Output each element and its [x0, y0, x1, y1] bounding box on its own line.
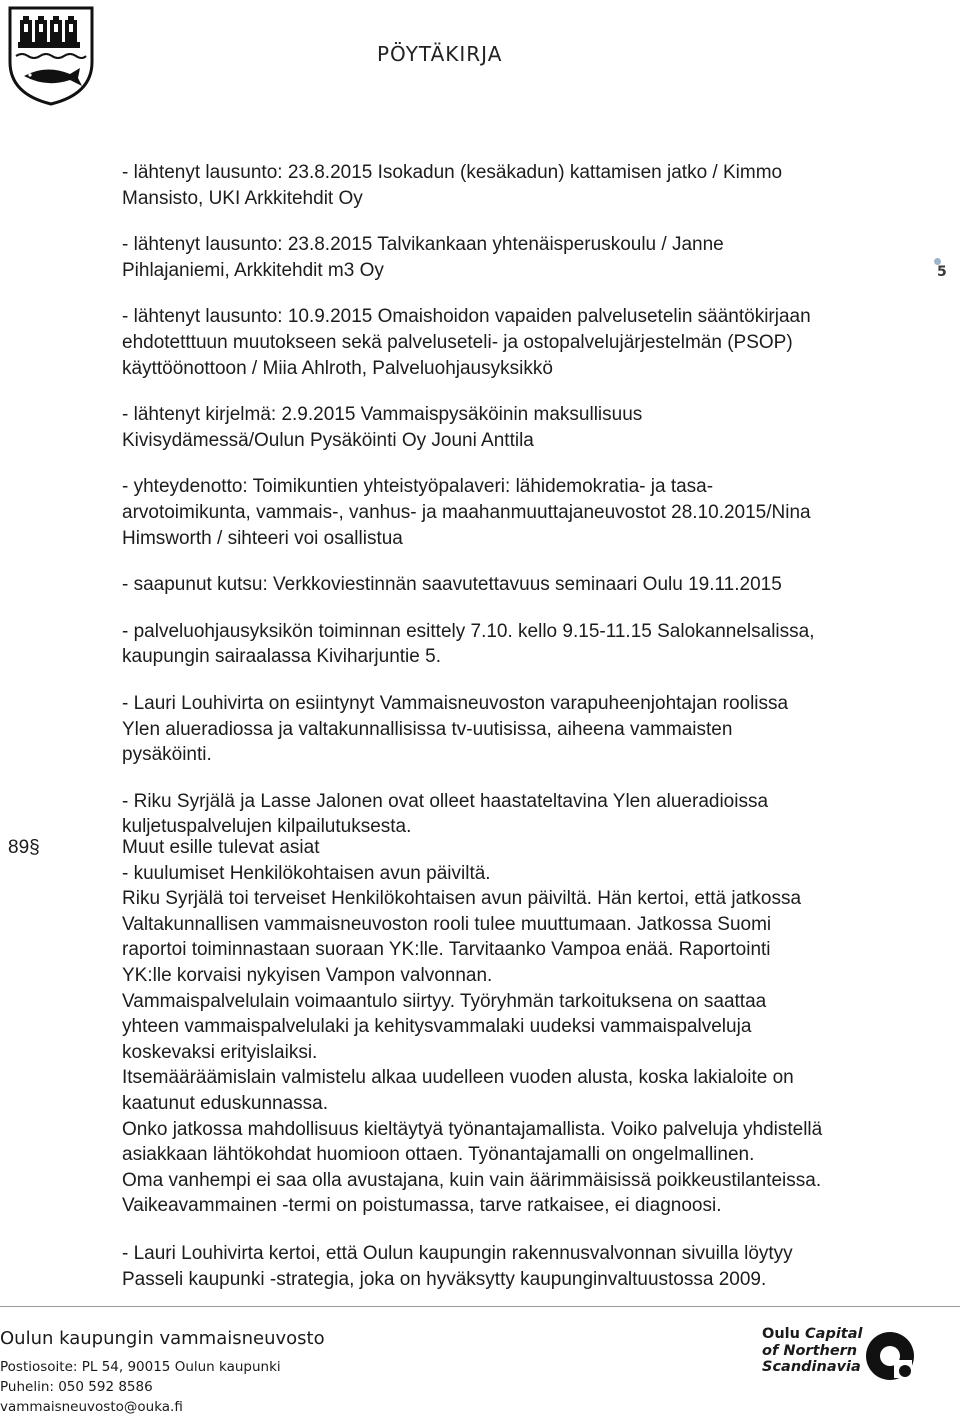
- list-item: [122, 232, 922, 283]
- list-item-line: - yhteydenotto: Toimikuntien yhteistyöpalaveri: lähidemokratia- ja tasa-: [122, 476, 714, 498]
- section-line: yhteen vammaispalvelulaki ja kehitysvammalaki uudeksi vammaispalveluja: [122, 1016, 752, 1038]
- list-item-line: Ylen alueradiossa ja valtakunnallisissa tv-uutisissa, aiheena vammaisten: [122, 718, 733, 740]
- footer-address: Postiosoite: PL 54, 90015 Oulun kaupunki: [0, 1359, 281, 1375]
- list-item-line: arvotoimikunta, vammais-, vanhus- ja maahanmuuttajaneuvostot 28.10.2015/Nina: [122, 501, 811, 523]
- list-item-line: pysäköinti.: [122, 744, 212, 766]
- list-item-line: - lähtenyt lausunto: 23.8.2015 Talvikankaan yhtenäisperuskoulu / Janne: [122, 234, 724, 256]
- list-item-line: Mansisto, UKI Arkkitehdit Oy: [122, 187, 363, 209]
- section-line: Oma vanhempi ei saa olla avustajana, kuin vain äärimmäisissä poikkeustilanteissa.: [122, 1169, 822, 1191]
- brand-northern: of Northern: [762, 1342, 858, 1359]
- section-line: asiakkaan lähtökohdat huomioon ottaen. Työnantajamalli on ongelmallinen.: [122, 1144, 755, 1166]
- list-item-line: käyttöönottoon / Miia Ahlroth, Palveluohjausyksikkö: [122, 357, 553, 379]
- section-line: koskevaksi erityislaiksi.: [122, 1041, 318, 1063]
- list-item: [122, 160, 922, 211]
- brand-text: [762, 1326, 862, 1376]
- list-item: [122, 402, 922, 453]
- list-item: [122, 304, 922, 381]
- brand-capital: Capital: [805, 1326, 863, 1342]
- list-item-line: - lähtenyt lausunto: 10.9.2015 Omaishoidon vapaiden palvelusetelin sääntökirjaan: [122, 306, 811, 328]
- section-line: Itsemääräämislain valmistelu alkaa uudelleen vuoden alusta, koska lakialoite on: [122, 1067, 794, 1089]
- list-item: [122, 691, 922, 768]
- brand-oulu: Oulu: [762, 1326, 800, 1342]
- list-item-line: - Lauri Louhivirta on esiintynyt Vammaisneuvoston varapuheenjohtajan roolissa: [122, 692, 789, 714]
- list-item-line: kuljetuspalvelujen kilpailutuksesta.: [122, 816, 412, 838]
- footer-org-name: Oulun kaupungin vammaisneuvosto: [0, 1328, 325, 1349]
- section-line: Riku Syrjälä toi terveiset Henkilökohtaisen avun päiviltä. Hän kertoi, että jatkossa: [122, 888, 802, 910]
- list-item: [122, 572, 922, 598]
- list-item: [122, 474, 922, 551]
- list-item-line: - palveluohjausyksikön toiminnan esittely 7.10. kello 9.15-11.15 Salokannelsalissa,: [122, 620, 815, 642]
- section-line: kaatunut eduskunnassa.: [122, 1092, 328, 1114]
- correspondence-list: [122, 160, 922, 861]
- list-item-line: - lähtenyt kirjelmä: 2.9.2015 Vammaispysäköinin maksullisuus: [122, 404, 643, 426]
- list-item-line: Pihlajaniemi, Arkkitehdit m3 Oy: [122, 259, 384, 281]
- section-line: Passeli kaupunki -strategia, joka on hyväksytty kaupunginvaltuustossa 2009.: [122, 1268, 767, 1290]
- list-item-line: - saapunut kutsu: Verkkoviestinnän saavutettavuus seminaari Oulu 19.11.2015: [122, 574, 782, 596]
- list-item-line: - lähtenyt lausunto: 23.8.2015 Isokadun (kesäkadun) kattamisen jatko / Kimmo: [122, 162, 783, 183]
- section-line: Vammaispalvelulain voimaantulo siirtyy. Työryhmän tarkoituksena on saattaa: [122, 990, 767, 1012]
- section-line: - kuulumiset Henkilökohtaisen avun päiviltä.: [122, 862, 491, 884]
- section-number: 89§: [8, 837, 40, 858]
- list-item-line: Himsworth / sihteeri voi osallistua: [122, 527, 403, 549]
- list-item-line: kaupungin sairaalassa Kiviharjuntie 5.: [122, 646, 441, 668]
- list-item: [122, 619, 922, 670]
- footer-email[interactable]: vammaisneuvosto@ouka.fi: [0, 1399, 183, 1415]
- list-item: [122, 789, 922, 840]
- section-line: raportoi toiminnastaan suoraan YK:lle. Tarvitaanko Vampoa enää. Raportointi: [122, 939, 771, 961]
- footer-contact: [0, 1328, 325, 1417]
- page-number: 5: [937, 264, 947, 280]
- section-title: Muut esille tulevat asiat: [122, 837, 320, 858]
- section-body: [122, 835, 932, 1292]
- section-line: - Lauri Louhivirta kertoi, että Oulun kaupungin rakennusvalvonnan sivuilla löytyy: [122, 1242, 793, 1264]
- section-line: YK:lle korvaisi nykyisen Vampon valvonnan.: [122, 964, 493, 986]
- oulu-coat-of-arms-icon: [6, 4, 96, 108]
- footer-phone: Puhelin: 050 592 8586: [0, 1379, 153, 1395]
- list-item-line: - Riku Syrjälä ja Lasse Jalonen ovat olleet haastateltavina Ylen alueradioissa: [122, 790, 769, 812]
- section-line: Valtakunnallisen vammaisneuvoston rooli tulee muuttumaan. Jatkossa Suomi: [122, 913, 772, 935]
- list-item-line: Kivisydämessä/Oulun Pysäköinti Oy Jouni Anttila: [122, 429, 534, 451]
- list-item-line: ehdotetttuun muutokseen sekä palveluseteli- ja ostopalvelujärjestelmän (PSOP): [122, 331, 793, 353]
- document-type-label: PÖYTÄKIRJA: [377, 42, 503, 66]
- section-line: Vaikeavammainen -termi on poistumassa, tarve ratkaisee, ei diagnoosi.: [122, 1195, 722, 1217]
- section-line: Onko jatkossa mahdollisuus kieltäytyä työnantajamallista. Voiko palveluja yhdistellä: [122, 1118, 823, 1140]
- footer-divider: [0, 1306, 960, 1307]
- oulu-brand-mark-icon: [864, 1330, 916, 1382]
- paragraph-spacer: [122, 1219, 932, 1241]
- oulu-brand-logo: [762, 1326, 952, 1396]
- brand-scandinavia: Scandinavia: [762, 1359, 861, 1375]
